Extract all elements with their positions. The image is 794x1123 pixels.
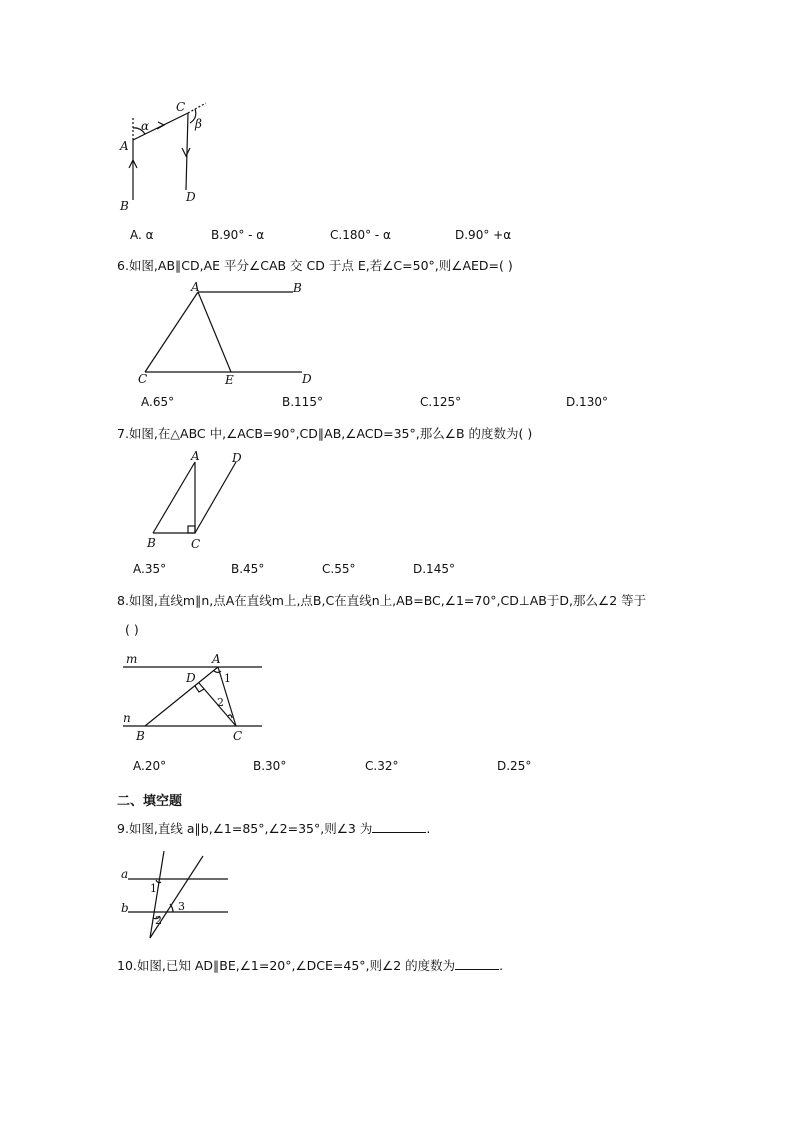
q5-label-alpha: α <box>141 119 150 133</box>
q10-question-end: . <box>499 958 504 973</box>
q7-label-d: D <box>232 451 242 465</box>
q6-label-c: C <box>138 372 148 386</box>
q7-label-a: A <box>191 449 200 463</box>
q7-option-c: C.55° <box>322 562 356 576</box>
q8-option-d: D.25° <box>497 759 532 773</box>
q9-question-end: . <box>426 821 431 836</box>
q8-label-a: A <box>212 652 221 666</box>
q8-question-text: 8.如图,直线m∥n,点A在直线m上,点B,C在直线n上,AB=BC,∠1=70°,CD⊥AB于D,那么∠2 等于 <box>117 593 647 608</box>
section-title-fill-in: 二、填空题 <box>117 794 183 809</box>
q8-option-a: A.20° <box>133 759 167 773</box>
q9-label-two: 2 <box>155 914 162 927</box>
q7-option-d: D.145° <box>413 562 455 576</box>
q9-label-one: 1 <box>150 882 157 895</box>
q8-question-paren: ( ) <box>125 622 139 637</box>
q5-label-b: B <box>120 199 129 213</box>
q7-question-text: 7.如图,在△ABC 中,∠ACB=90°,CD∥AB,∠ACD=35°,那么∠B 的度数为( ) <box>117 426 533 441</box>
q7-label-c: C <box>191 537 201 551</box>
q8-option-b: B.30° <box>253 759 287 773</box>
q8-label-b: B <box>136 729 145 743</box>
q8-label-d: D <box>186 671 196 685</box>
q5-label-c: C <box>176 100 186 114</box>
q7-label-b: B <box>147 536 156 550</box>
q9-question-body: 9.如图,直线 a∥b,∠1=85°,∠2=35°,则∠3 为 <box>117 821 373 836</box>
q5-label-beta: β <box>195 117 202 131</box>
q5-option-c: C.180° - α <box>330 228 391 242</box>
q6-label-d: D <box>302 372 312 386</box>
q6-question-text: 6.如图,AB∥CD,AE 平分∠CAB 交 CD 于点 E,若∠C=50°,则∠AED=( ) <box>117 258 513 273</box>
q8-label-two: 2 <box>217 696 224 709</box>
q10-question-text <box>117 957 503 974</box>
q5-option-b: B.90° - α <box>211 228 265 242</box>
q7-option-b: B.45° <box>231 562 265 576</box>
q6-option-a: A.65° <box>141 395 175 409</box>
q5-option-a: A. α <box>130 228 154 242</box>
q6-label-a: A <box>191 280 200 294</box>
q5-option-d: D.90° +α <box>455 228 512 242</box>
q9-label-b: b <box>121 901 129 915</box>
q8-option-c: C.32° <box>365 759 399 773</box>
q8-label-n: n <box>123 711 131 725</box>
q8-label-one: 1 <box>224 672 231 685</box>
q8-label-m: m <box>126 652 138 666</box>
q10-answer-blank[interactable] <box>455 957 499 970</box>
q5-label-a: A <box>120 139 129 153</box>
q9-label-three: 3 <box>178 900 185 913</box>
q6-label-b: B <box>293 281 302 295</box>
q6-option-b: B.115° <box>282 395 323 409</box>
q9-label-a: a <box>121 867 129 881</box>
q5-label-d: D <box>186 190 196 204</box>
q10-question-body: 10.如图,已知 AD∥BE,∠1=20°,∠DCE=45°,则∠2 的度数为 <box>117 958 456 973</box>
q7-option-a: A.35° <box>133 562 167 576</box>
q6-option-d: D.130° <box>566 395 608 409</box>
q8-label-c: C <box>233 729 243 743</box>
q6-option-c: C.125° <box>420 395 462 409</box>
q6-label-e: E <box>225 373 234 387</box>
